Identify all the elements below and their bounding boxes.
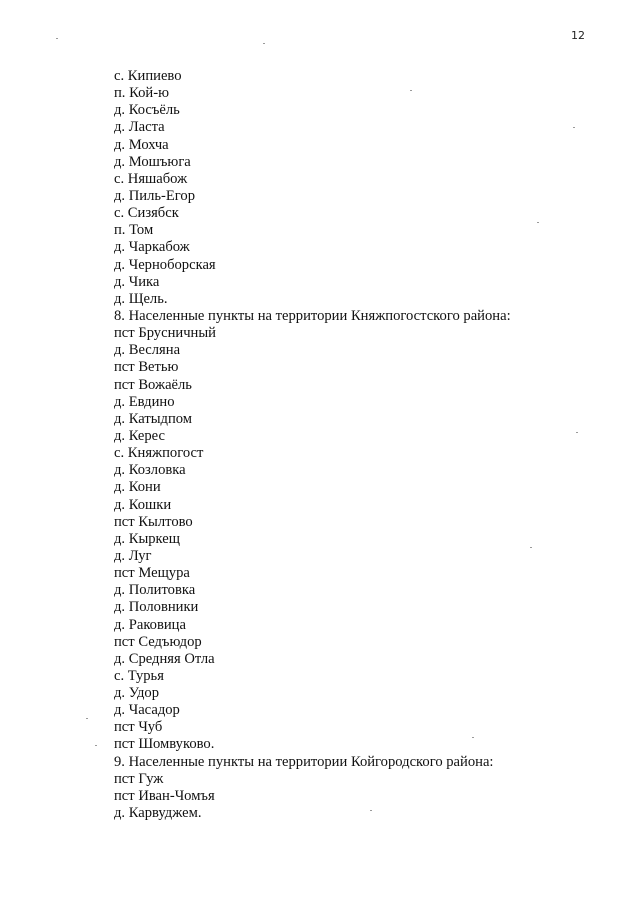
settlement-entry: д. Катыдпом xyxy=(114,410,193,427)
settlement-entry: д. Луг xyxy=(114,547,152,564)
settlement-entry: пст Гуж xyxy=(114,770,164,787)
scan-speck xyxy=(537,222,539,223)
settlement-entry: д. Черноборская xyxy=(114,256,216,273)
settlement-entry: д. Евдино xyxy=(114,393,175,410)
settlement-entry: с. Княжпогост xyxy=(114,445,204,462)
scan-speck xyxy=(576,432,578,433)
settlement-entry: д. Весляна xyxy=(114,342,181,359)
settlement-entry: п. Том xyxy=(114,222,154,239)
scan-speck xyxy=(472,737,474,738)
scan-speck xyxy=(370,810,372,811)
settlement-entry: д. Политовка xyxy=(114,582,196,599)
settlement-entry: д. Кони xyxy=(114,479,161,496)
settlement-entry: д. Козловка xyxy=(114,462,186,479)
scan-speck xyxy=(95,745,97,746)
scan-speck xyxy=(86,718,88,719)
section-heading: 9. Населенные пункты на территории Койгородского района: xyxy=(114,753,494,770)
settlement-entry: д. Пиль-Егор xyxy=(114,187,195,204)
settlement-entry: д. Мошъюга xyxy=(114,153,191,170)
settlement-entry: пст Брусничный xyxy=(114,325,216,342)
scan-speck xyxy=(263,43,265,44)
page-number: 12 xyxy=(571,29,585,42)
settlement-entry: п. Кой-ю xyxy=(114,85,169,102)
settlement-entry: пст Кылтово xyxy=(114,513,193,530)
settlement-entry: пст Вожаёль xyxy=(114,376,192,393)
settlement-entry: пст Мещура xyxy=(114,565,190,582)
scan-speck xyxy=(410,90,412,91)
settlement-entry: с. Сизябск xyxy=(114,205,179,222)
settlement-entry: с. Кипиево xyxy=(114,68,182,84)
scan-speck xyxy=(56,38,58,39)
settlement-entry: д. Ласта xyxy=(114,119,165,136)
settlement-entry: д. Средняя Отла xyxy=(114,650,215,667)
settlement-entry: д. Удор xyxy=(114,685,160,702)
settlement-entry: пст Седъюдор xyxy=(114,633,202,650)
settlement-entry: д. Карвуджем. xyxy=(114,805,202,822)
settlement-entry: д. Керес xyxy=(114,427,165,444)
settlement-entry: д. Кошки xyxy=(114,496,172,513)
settlement-entry: д. Часадор xyxy=(114,702,180,719)
scan-speck xyxy=(573,127,575,128)
settlement-entry: пст Ветью xyxy=(114,359,179,376)
settlement-entry: д. Чаркабож xyxy=(114,239,190,256)
settlement-entry: д. Половники xyxy=(114,599,199,616)
settlement-entry: д. Щель. xyxy=(114,290,168,307)
document-body xyxy=(114,68,511,822)
settlement-entry: д. Раковица xyxy=(114,616,186,633)
settlement-entry: пст Шомвуково. xyxy=(114,736,215,753)
section-heading: 8. Населенные пункты на территории Княжпогостского района: xyxy=(114,307,511,324)
settlement-entry: с. Няшабож xyxy=(114,170,188,187)
settlement-entry: пст Иван-Чомъя xyxy=(114,787,215,804)
settlement-entry: д. Косъёль xyxy=(114,102,180,119)
scan-speck xyxy=(530,547,532,548)
settlement-entry: д. Кыркещ xyxy=(114,530,180,547)
settlement-entry: д. Мохча xyxy=(114,136,169,153)
settlement-entry: д. Чика xyxy=(114,273,160,290)
settlement-entry: с. Турья xyxy=(114,667,164,684)
settlement-entry: пст Чуб xyxy=(114,719,163,736)
